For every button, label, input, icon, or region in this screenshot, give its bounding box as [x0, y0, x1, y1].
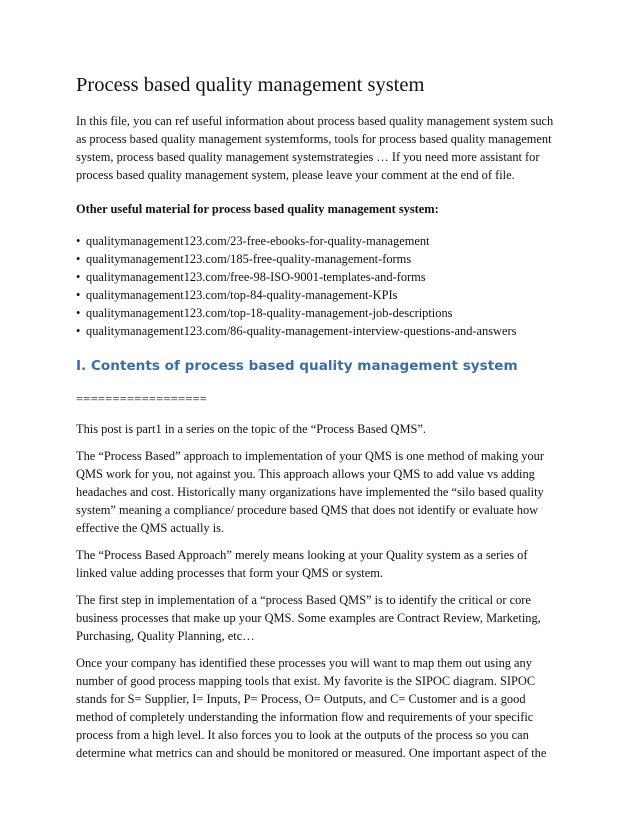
- intro-line: system, process based quality management systemstrategies … If you need more assistant for: [76, 150, 540, 164]
- paragraph-line: The “Process Based Approach” merely means looking at your Quality system as a series of: [76, 548, 528, 562]
- body-paragraph: [76, 654, 562, 762]
- intro-line: In this file, you can ref useful information about process based quality management system such: [76, 114, 554, 128]
- bullet-icon: •: [76, 270, 81, 284]
- body-paragraph: [76, 591, 562, 645]
- paragraph-line: The “Process Based” approach to implementation of your QMS is one method of making your: [76, 449, 544, 463]
- document-title: Process based quality management system: [76, 74, 425, 96]
- bullet-icon: •: [76, 234, 81, 248]
- resource-link[interactable]: qualitymanagement123.com/top-84-quality-management-KPIs: [86, 288, 398, 302]
- section-heading: I. Contents of process based quality management system: [76, 358, 518, 374]
- document-page: [76, 72, 562, 771]
- paragraph-line: headaches and cost. Historically many organizations have implemented the “silo based quality: [76, 485, 544, 499]
- paragraph-line: effective the QMS actually is.: [76, 521, 225, 535]
- paragraph-line: method of completely understanding the information flow and requirements of your specific: [76, 710, 534, 724]
- bullet-icon: •: [76, 324, 81, 338]
- paragraph-line: stands for S= Supplier, I= Inputs, P= Process, O= Outputs, and C= Customer and is a good: [76, 692, 526, 706]
- other-material-heading: Other useful material for process based quality management system:: [76, 202, 439, 216]
- resource-link-item[interactable]: [76, 322, 562, 340]
- intro-line: process based quality management system, please leave your comment at the end of file.: [76, 168, 515, 182]
- bullet-icon: •: [76, 288, 81, 302]
- paragraph-line: QMS work for you, not against you. This approach allows your QMS to add value vs adding: [76, 467, 535, 481]
- resource-link-item[interactable]: [76, 286, 562, 304]
- resource-link[interactable]: qualitymanagement123.com/top-18-quality-management-job-descriptions: [86, 306, 453, 320]
- bullet-icon: •: [76, 252, 81, 266]
- resource-link[interactable]: qualitymanagement123.com/23-free-ebooks-for-quality-management: [86, 234, 430, 248]
- resource-link-item[interactable]: [76, 250, 562, 268]
- paragraph-line: system” meaning a compliance/ procedure based QMS that does not identify or evaluate how: [76, 503, 539, 517]
- resource-link-list: [76, 232, 562, 340]
- section-divider: ==================: [76, 392, 208, 406]
- bullet-icon: •: [76, 306, 81, 320]
- intro-paragraph: [76, 112, 562, 184]
- paragraph-line: process from a high level. It also forces you to look at the outputs of the process so you can: [76, 728, 529, 742]
- resource-link-item[interactable]: [76, 304, 562, 322]
- intro-line: as process based quality management systemforms, tools for process based quality management: [76, 132, 552, 146]
- body-paragraph: [76, 420, 562, 438]
- paragraph-line: number of good process mapping tools that exist. My favorite is the SIPOC diagram. SIPOC: [76, 674, 536, 688]
- paragraph-line: The first step in implementation of a “process Based QMS” is to identify the critical or core: [76, 593, 531, 607]
- resource-link-item[interactable]: [76, 268, 562, 286]
- resource-link-item[interactable]: [76, 232, 562, 250]
- paragraph-line: This post is part1 in a series on the topic of the “Process Based QMS”.: [76, 422, 426, 436]
- body-paragraph: [76, 447, 562, 537]
- body-paragraph: [76, 546, 562, 582]
- paragraph-line: business processes that make up your QMS. Some examples are Contract Review, Marketing,: [76, 611, 541, 625]
- paragraph-line: linked value adding processes that form your QMS or system.: [76, 566, 383, 580]
- resource-link[interactable]: qualitymanagement123.com/185-free-quality-management-forms: [86, 252, 412, 266]
- paragraph-line: Purchasing, Quality Planning, etc…: [76, 629, 255, 643]
- resource-link[interactable]: qualitymanagement123.com/free-98-ISO-9001-templates-and-forms: [86, 270, 426, 284]
- paragraph-line: Once your company has identified these processes you will want to map them out using any: [76, 656, 532, 670]
- resource-link[interactable]: qualitymanagement123.com/86-quality-management-interview-questions-and-answers: [86, 324, 517, 338]
- paragraph-line: determine what metrics can and should be monitored or measured. One important aspect of the: [76, 746, 547, 760]
